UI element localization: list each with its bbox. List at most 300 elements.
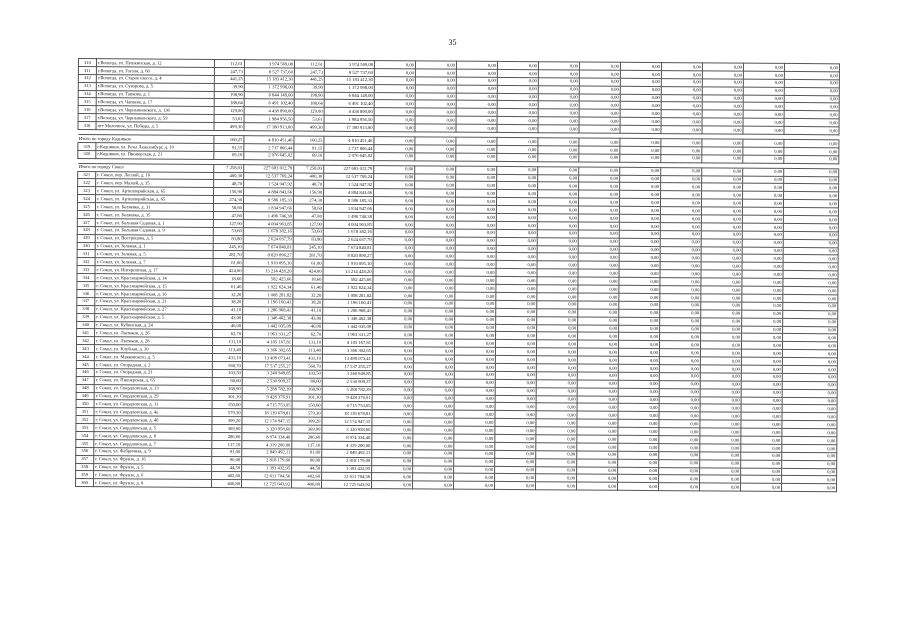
row-zero-value: 0,00: [660, 230, 701, 238]
row-zero-value: 0,00: [742, 334, 783, 342]
row-zero-value: 0,00: [454, 395, 495, 403]
section-total-area: 7 258,03: [214, 164, 244, 172]
row-zero-value: 0,00: [536, 435, 577, 443]
row-zero-value: 0,00: [415, 61, 456, 69]
row-zero-value: 0,00: [700, 357, 741, 365]
row-cost-2: 8 527 737,60: [324, 68, 374, 76]
row-cost: 2 818 179,00: [242, 456, 292, 464]
row-zero-value: 0,00: [374, 189, 415, 197]
row-zero-value: 0,00: [578, 253, 619, 261]
row-cost-2: 8 974 334,40: [322, 433, 372, 441]
row-zero-value: 0,00: [742, 326, 783, 334]
row-zero-value: 0,00: [372, 410, 413, 418]
row-zero-value: 0,00: [372, 386, 413, 394]
row-area: 91,00: [212, 448, 242, 456]
row-zero-value: 0,00: [702, 147, 743, 155]
row-cost: 8 527 737,60: [244, 68, 294, 76]
row-area: 113,40: [212, 346, 242, 354]
row-zero-value: 0,00: [373, 205, 414, 213]
row-zero-value: 0,00: [741, 373, 782, 381]
row-area: 560,70: [212, 361, 242, 369]
row-zero-value: 0,00: [660, 222, 701, 230]
row-zero-value: 0,00: [415, 69, 456, 77]
row-zero-value: 0,00: [374, 76, 415, 84]
row-zero-value: 0,00: [495, 458, 536, 466]
row-zero-value: 0,00: [454, 418, 495, 426]
row-zero-value: 0,00: [413, 410, 454, 418]
row-number: 343: [76, 345, 94, 353]
row-zero-value: 0,00: [415, 181, 456, 189]
row-address: г. Сокол, ул. Свердловская, д. 4а: [94, 408, 212, 417]
row-zero-value: 0,00: [783, 302, 838, 310]
row-zero-value: 0,00: [579, 94, 620, 102]
row-zero-value: 0,00: [577, 443, 618, 451]
row-zero-value: 0,00: [782, 413, 837, 421]
row-zero-value: 0,00: [783, 271, 838, 279]
row-zero-value: 0,00: [742, 270, 783, 278]
row-cost-2: 3 974 569,08: [324, 60, 374, 68]
row-zero-value: 0,00: [497, 174, 538, 182]
row-zero-value: 0,00: [454, 474, 495, 482]
row-zero-value: 0,00: [618, 404, 659, 412]
row-area-2: 301,10: [292, 394, 322, 402]
row-zero-value: 0,00: [700, 412, 741, 420]
row-zero-value: 0,00: [661, 78, 702, 86]
row-zero-value: 0,00: [538, 190, 579, 198]
row-zero-value: 0,00: [414, 315, 455, 323]
row-area: 32,20: [213, 290, 243, 298]
row-zero-value: 0,00: [784, 119, 839, 127]
section-total-zero: 0,00: [456, 166, 497, 174]
row-zero-value: 0,00: [454, 355, 495, 363]
row-number: 339: [77, 313, 95, 321]
row-zero-value: 0,00: [783, 215, 838, 223]
row-zero-value: 0,00: [579, 86, 620, 94]
row-zero-value: 0,00: [455, 213, 496, 221]
row-zero-value: 0,00: [415, 153, 456, 161]
row-zero-value: 0,00: [536, 411, 577, 419]
row-cost: 1 834 947,66: [243, 204, 293, 212]
row-zero-value: 0,00: [743, 176, 784, 184]
row-zero-value: 0,00: [413, 339, 454, 347]
row-number: 347: [76, 376, 94, 384]
row-zero-value: 0,00: [373, 292, 414, 300]
row-zero-value: 0,00: [743, 110, 784, 118]
row-zero-value: 0,00: [661, 118, 702, 126]
row-zero-value: 0,00: [372, 473, 413, 481]
section-total-zero: 0,00: [538, 138, 579, 146]
row-zero-value: 0,00: [701, 325, 742, 333]
page-number: 35: [448, 38, 457, 47]
row-cost-2: 1 196 160,41: [323, 299, 373, 307]
row-zero-value: 0,00: [454, 403, 495, 411]
row-address: г.Вологда, ул. Пушкинская, д. 12: [96, 59, 214, 68]
section-total-area-2: 160,25: [294, 136, 324, 144]
row-area-2: 402,60: [292, 472, 322, 480]
row-zero-value: 0,00: [660, 325, 701, 333]
row-zero-value: 0,00: [578, 246, 619, 254]
row-zero-value: 0,00: [537, 214, 578, 222]
row-zero-value: 0,00: [456, 61, 497, 69]
row-zero-value: 0,00: [374, 144, 415, 152]
row-zero-value: 0,00: [782, 476, 837, 484]
row-number: 316: [78, 106, 96, 114]
row-zero-value: 0,00: [701, 199, 742, 207]
row-zero-value: 0,00: [536, 348, 577, 356]
row-area: 441,25: [214, 75, 244, 83]
row-area-2: 69,10: [294, 152, 324, 160]
row-area: 400,30: [214, 172, 244, 180]
row-zero-value: 0,00: [742, 263, 783, 271]
row-zero-value: 0,00: [496, 213, 537, 221]
row-cost: 3 240 949,85: [242, 369, 292, 377]
row-area-2: 90,00: [292, 457, 322, 465]
row-zero-value: 0,00: [619, 309, 660, 317]
row-zero-value: 0,00: [537, 206, 578, 214]
section-total-zero: 0,00: [661, 139, 702, 147]
row-address: г.Вологда, ул. Чернышевского, д. 59: [96, 114, 214, 123]
row-zero-value: 0,00: [784, 127, 839, 135]
row-zero-value: 0,00: [414, 284, 455, 292]
row-cost: 1 346 462,38: [243, 314, 293, 322]
row-address: г. Сокол, ул. Свердловская, д. 8: [94, 432, 212, 441]
row-zero-value: 0,00: [620, 146, 661, 154]
row-number: 334: [77, 274, 95, 282]
row-zero-value: 0,00: [579, 78, 620, 86]
row-area: 499,30: [214, 123, 244, 131]
row-zero-value: 0,00: [618, 435, 659, 443]
row-zero-value: 0,00: [784, 103, 839, 111]
row-zero-value: 0,00: [783, 231, 838, 239]
section-total-label: Итого по городу Сокол: [78, 163, 214, 172]
row-zero-value: 0,00: [578, 198, 619, 206]
row-zero-value: 0,00: [455, 276, 496, 284]
row-address: г. Сокол, ул. Красноармейская, д. 16: [95, 290, 213, 299]
row-zero-value: 0,00: [619, 301, 660, 309]
row-address: г.Вологда, ул. Танкова, д. 1: [96, 90, 214, 99]
row-zero-value: 0,00: [454, 379, 495, 387]
row-zero-value: 0,00: [454, 458, 495, 466]
row-cost-2: 1 910 095,10: [323, 260, 373, 268]
row-zero-value: 0,00: [454, 387, 495, 395]
row-zero-value: 0,00: [619, 317, 660, 325]
row-cost-2: 1 922 624,34: [323, 283, 373, 291]
row-zero-value: 0,00: [782, 452, 837, 460]
row-cost-2: 7 674 840,81: [323, 244, 373, 252]
row-zero-value: 0,00: [454, 410, 495, 418]
row-zero-value: 0,00: [741, 389, 782, 397]
row-zero-value: 0,00: [619, 246, 660, 254]
row-zero-value: 0,00: [412, 481, 453, 489]
row-zero-value: 0,00: [659, 475, 700, 483]
row-zero-value: 0,00: [701, 215, 742, 223]
row-zero-value: 0,00: [413, 402, 454, 410]
row-zero-value: 0,00: [659, 467, 700, 475]
row-area-2: 247,73: [294, 68, 324, 76]
row-zero-value: 0,00: [537, 285, 578, 293]
row-number: 359: [76, 471, 94, 479]
row-zero-value: 0,00: [579, 182, 620, 190]
row-zero-value: 0,00: [537, 253, 578, 261]
row-cost: 9 428 376,91: [242, 393, 292, 401]
row-zero-value: 0,00: [454, 434, 495, 442]
row-number: 348: [76, 384, 94, 392]
row-zero-value: 0,00: [702, 126, 743, 134]
row-address: г. Сокол, ул. Беляевка, д. 31: [95, 203, 213, 212]
row-area: 402,60: [212, 472, 242, 480]
row-zero-value: 0,00: [660, 262, 701, 270]
row-address: г. Сокол, ул. Беляевка, д. 35: [95, 211, 213, 220]
row-zero-value: 0,00: [620, 183, 661, 191]
row-zero-value: 0,00: [536, 379, 577, 387]
row-cost-2: 4 004 963,85: [323, 220, 373, 228]
row-zero-value: 0,00: [536, 443, 577, 451]
row-number: 355: [76, 439, 94, 447]
row-number: 322: [78, 179, 96, 187]
row-zero-value: 0,00: [782, 429, 837, 437]
row-zero-value: 0,00: [371, 481, 412, 489]
row-zero-value: 0,00: [374, 108, 415, 116]
row-zero-value: 0,00: [660, 294, 701, 302]
row-zero-value: 0,00: [782, 444, 837, 452]
row-zero-value: 0,00: [782, 365, 837, 373]
row-zero-value: 0,00: [415, 124, 456, 132]
row-zero-value: 0,00: [372, 370, 413, 378]
row-zero-value: 0,00: [373, 236, 414, 244]
row-zero-value: 0,00: [454, 426, 495, 434]
row-zero-value: 0,00: [495, 450, 536, 458]
row-area-2: 83,80: [293, 236, 323, 244]
row-area: 62,70: [213, 330, 243, 338]
row-area-2: 560,70: [292, 362, 322, 370]
row-zero-value: 0,00: [456, 189, 497, 197]
row-zero-value: 0,00: [497, 125, 538, 133]
row-zero-value: 0,00: [374, 116, 415, 124]
row-zero-value: 0,00: [413, 386, 454, 394]
row-cost: 1 524 947,92: [244, 180, 294, 188]
row-address: г. Сокол, ул. Свердловская, д. 5: [94, 424, 212, 433]
row-zero-value: 0,00: [659, 388, 700, 396]
row-area-2: 103,50: [292, 370, 322, 378]
row-zero-value: 0,00: [415, 92, 456, 100]
row-cost-2: 1 984 956,50: [324, 115, 374, 123]
row-zero-value: 0,00: [414, 276, 455, 284]
row-area: 129,00: [214, 107, 244, 115]
row-zero-value: 0,00: [700, 396, 741, 404]
row-zero-value: 0,00: [783, 263, 838, 271]
row-number: 310: [78, 59, 96, 67]
row-zero-value: 0,00: [782, 405, 837, 413]
row-address: г.Вологда, ул. Чапаева, д. 17: [96, 98, 214, 107]
row-area-2: 431,10: [292, 354, 322, 362]
row-zero-value: 0,00: [497, 153, 538, 161]
row-area: 41,10: [213, 306, 243, 314]
row-address: г. Сокол, пер. Лесной, д. 16: [96, 171, 214, 180]
row-zero-value: 0,00: [456, 108, 497, 116]
row-zero-value: 0,00: [373, 220, 414, 228]
row-zero-value: 0,00: [415, 173, 456, 181]
row-zero-value: 0,00: [455, 197, 496, 205]
row-area-2: 91,00: [292, 449, 322, 457]
row-zero-value: 0,00: [619, 277, 660, 285]
row-number: 358: [76, 463, 94, 471]
row-area-2: 579,30: [292, 409, 322, 417]
row-zero-value: 0,00: [494, 482, 535, 490]
row-area: 301,10: [212, 393, 242, 401]
row-cost: 12 611 704,56: [242, 472, 292, 480]
row-area-2: 91,15: [294, 144, 324, 152]
row-zero-value: 0,00: [619, 254, 660, 262]
row-zero-value: 0,00: [619, 325, 660, 333]
section-total-zero: 0,00: [702, 139, 743, 147]
row-zero-value: 0,00: [743, 147, 784, 155]
row-area-2: 281,70: [293, 251, 323, 259]
row-cost: 2 737 806,44: [244, 144, 294, 152]
section-total-zero: 0,00: [579, 138, 620, 146]
row-zero-value: 0,00: [659, 380, 700, 388]
row-zero-value: 0,00: [536, 474, 577, 482]
row-cost-2: 8 586 185,33: [323, 196, 373, 204]
row-zero-value: 0,00: [742, 207, 783, 215]
row-number: 345: [76, 360, 94, 368]
row-cost-2: 2 624 037,79: [323, 236, 373, 244]
row-zero-value: 0,00: [783, 294, 838, 302]
row-zero-value: 0,00: [661, 126, 702, 134]
row-zero-value: 0,00: [658, 483, 699, 491]
row-zero-value: 0,00: [742, 247, 783, 255]
row-zero-value: 0,00: [741, 468, 782, 476]
row-zero-value: 0,00: [496, 261, 537, 269]
row-cost: 15 183 412,30: [244, 75, 294, 83]
row-cost-2: 3 240 949,85: [322, 370, 372, 378]
row-area-2: 286,60: [292, 433, 322, 441]
row-zero-value: 0,00: [413, 418, 454, 426]
row-cost-2: 582 425,66: [323, 275, 373, 283]
row-number: 320: [78, 150, 96, 158]
row-zero-value: 0,00: [538, 154, 579, 162]
row-cost: 1 963 331,27: [243, 330, 293, 338]
row-zero-value: 0,00: [782, 342, 837, 350]
section-total-area-2: 7 258,03: [294, 165, 324, 173]
row-area: 131,10: [212, 338, 242, 346]
row-zero-value: 0,00: [618, 396, 659, 404]
section-total-zero: 0,00: [415, 166, 456, 174]
row-zero-value: 0,00: [783, 326, 838, 334]
row-cost-2: 13 214 428,20: [323, 267, 373, 275]
row-zero-value: 0,00: [372, 402, 413, 410]
row-zero-value: 0,00: [413, 347, 454, 355]
row-zero-value: 0,00: [537, 324, 578, 332]
row-zero-value: 0,00: [743, 71, 784, 79]
row-cost: 1 910 095,10: [243, 259, 293, 267]
row-zero-value: 0,00: [455, 253, 496, 261]
row-cost: 1 496 746,38: [243, 212, 293, 220]
row-zero-value: 0,00: [742, 255, 783, 263]
row-zero-value: 0,00: [701, 302, 742, 310]
row-zero-value: 0,00: [537, 237, 578, 245]
row-cost-2: 2 530 909,37: [322, 378, 372, 386]
row-zero-value: 0,00: [741, 444, 782, 452]
row-number: 336: [77, 289, 95, 297]
row-zero-value: 0,00: [537, 332, 578, 340]
row-zero-value: 0,00: [413, 355, 454, 363]
row-address: г. Сокол, ул. Свердловская, д. 13: [94, 384, 212, 393]
row-zero-value: 0,00: [702, 79, 743, 87]
row-zero-value: 0,00: [495, 340, 536, 348]
row-zero-value: 0,00: [700, 365, 741, 373]
section-total-zero: 0,00: [743, 168, 784, 176]
row-area: 91,15: [214, 143, 244, 151]
row-address: г. Сокол, ул. Лютиков, д. 26: [95, 329, 213, 338]
row-cost: 8 586 185,33: [243, 196, 293, 204]
row-address: г. Сокол, ул. Большая Садовая, д. 9: [95, 226, 213, 235]
row-zero-value: 0,00: [456, 124, 497, 132]
row-zero-value: 0,00: [372, 418, 413, 426]
row-zero-value: 0,00: [741, 381, 782, 389]
row-zero-value: 0,00: [456, 182, 497, 190]
section-total-zero: 0,00: [456, 137, 497, 145]
row-zero-value: 0,00: [372, 457, 413, 465]
row-cost-2: 1 963 331,27: [323, 331, 373, 339]
row-zero-value: 0,00: [454, 450, 495, 458]
row-zero-value: 0,00: [783, 223, 838, 231]
row-zero-value: 0,00: [456, 77, 497, 85]
row-address: г. Сокол, ул. Огородная, д. 21: [94, 368, 212, 377]
row-zero-value: 0,00: [620, 110, 661, 118]
row-zero-value: 0,00: [414, 197, 455, 205]
row-zero-value: 0,00: [700, 467, 741, 475]
row-cost-2: 1 372 998,00: [324, 84, 374, 92]
row-cost-2: 1 393 432,95: [322, 465, 372, 473]
row-zero-value: 0,00: [496, 245, 537, 253]
row-zero-value: 0,00: [783, 310, 838, 318]
row-zero-value: 0,00: [783, 200, 838, 208]
row-area-2: 150,60: [292, 401, 322, 409]
row-zero-value: 0,00: [454, 339, 495, 347]
row-zero-value: 0,00: [661, 183, 702, 191]
row-zero-value: 0,00: [414, 252, 455, 260]
row-address: г. Сокол, ул. Артиллерийская, д. 65: [95, 195, 213, 204]
row-zero-value: 0,00: [742, 215, 783, 223]
row-cost-2: 1 008 281,82: [323, 291, 373, 299]
row-number: 314: [78, 90, 96, 98]
row-zero-value: 0,00: [620, 118, 661, 126]
row-number: 344: [76, 353, 94, 361]
row-zero-value: 0,00: [784, 176, 839, 184]
row-cost: 1 442 035,09: [243, 322, 293, 330]
row-zero-value: 0,00: [702, 118, 743, 126]
row-zero-value: 0,00: [743, 95, 784, 103]
row-zero-value: 0,00: [536, 450, 577, 458]
row-zero-value: 0,00: [538, 77, 579, 85]
row-zero-value: 0,00: [414, 205, 455, 213]
row-area-2: 53,61: [294, 115, 324, 123]
row-number: 326: [77, 211, 95, 219]
row-zero-value: 0,00: [702, 71, 743, 79]
row-zero-value: 0,00: [579, 154, 620, 162]
row-zero-value: 0,00: [618, 443, 659, 451]
row-zero-value: 0,00: [577, 380, 618, 388]
row-zero-value: 0,00: [374, 173, 415, 181]
row-zero-value: 0,00: [743, 118, 784, 126]
row-zero-value: 0,00: [741, 460, 782, 468]
row-zero-value: 0,00: [453, 481, 494, 489]
row-number: 327: [77, 218, 95, 226]
row-cost-2: 17 537 255,27: [322, 362, 372, 370]
row-zero-value: 0,00: [495, 403, 536, 411]
row-address: г. Сокол, ул. Фрунзе, д. 6: [94, 471, 212, 480]
row-zero-value: 0,00: [743, 87, 784, 95]
